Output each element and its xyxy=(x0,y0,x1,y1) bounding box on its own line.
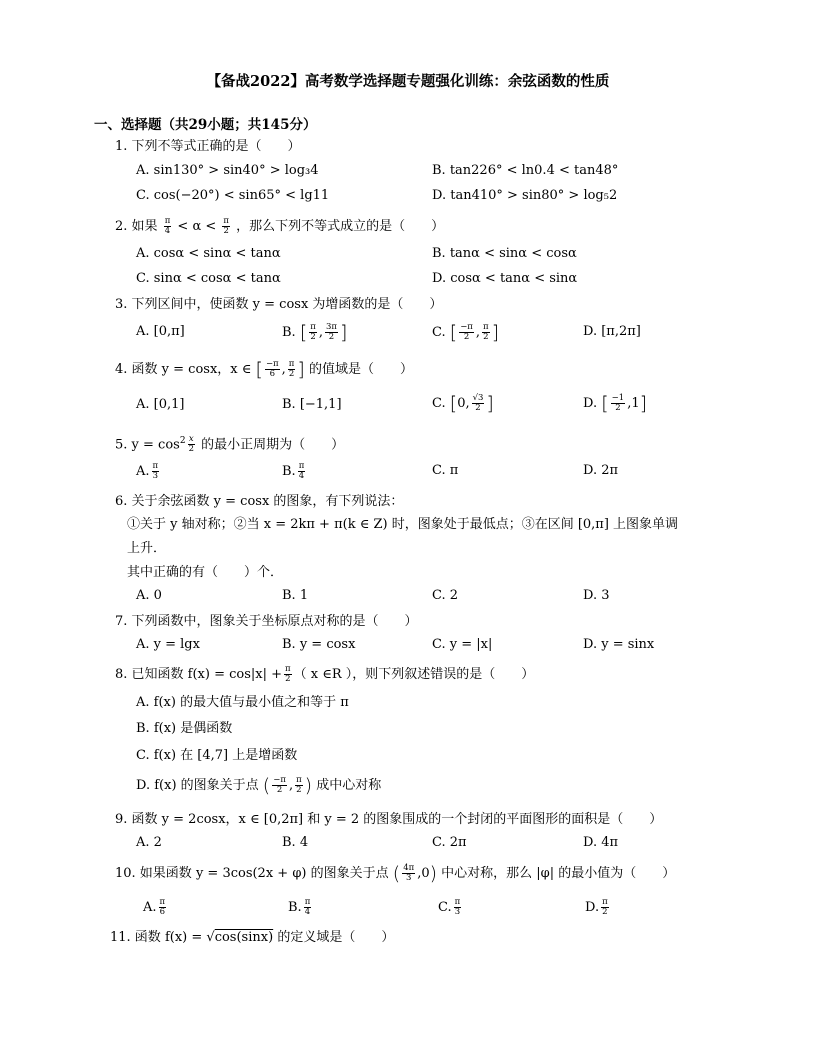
question-10-option-a[interactable]: A. $\frac{\pi}{6}$ xyxy=(143,897,166,917)
question-2-option-a[interactable]: A. cosα < sinα < tanα xyxy=(136,246,281,261)
question-2-option-d[interactable]: D. cosα < tanα < sinα xyxy=(432,271,578,286)
question-1-stem: 1. 下列不等式正确的是（ ） xyxy=(115,139,301,154)
question-6-prompt: 其中正确的有（ ）个． xyxy=(127,565,284,580)
question-3-option-b[interactable]: B. [ $\frac{\pi}{2}$ , $\frac{3\pi}{2}$ ] xyxy=(282,321,348,344)
question-8-option-d[interactable]: D. f(x) 的图象关于点 ( $\frac{-\pi}{2}$ , $\frac{\pi}{2}$ ) 成中心对称 xyxy=(136,774,382,797)
question-7-option-c[interactable]: C. y = |x| xyxy=(432,637,493,652)
question-8-option-c[interactable]: C. f(x) 在 [4,7] 上是增函数 xyxy=(136,748,298,763)
question-5-option-b[interactable]: B. $\frac{\pi}{4}$ xyxy=(282,461,305,481)
question-4-option-a[interactable]: A. [0,1] xyxy=(136,397,185,412)
question-10-option-d[interactable]: D. $\frac{\pi}{2}$ xyxy=(585,897,608,917)
question-8-option-a[interactable]: A. f(x) 的最大值与最小值之和等于 π xyxy=(136,695,349,710)
question-2-option-b[interactable]: B. tanα < sinα < cosα xyxy=(432,246,577,261)
fraction-pi-4: $\frac{\pi}{4}$ xyxy=(164,216,171,236)
question-5-stem: 5. $y = \cos^2$ $\frac{x}{2}$ 的最小正周期为（ ） xyxy=(115,434,345,455)
question-6-option-a[interactable]: A. 0 xyxy=(136,588,162,603)
question-6-option-d[interactable]: D. 3 xyxy=(583,588,610,603)
question-3-stem: 3. 下列区间中，使函数 y = cosx 为增函数的是（ ） xyxy=(115,297,443,312)
question-6-option-b[interactable]: B. 1 xyxy=(282,588,309,603)
question-6-statements-cont: 上升． xyxy=(127,541,167,556)
question-2-option-c[interactable]: C. sinα < cosα < tanα xyxy=(136,271,281,286)
document-title: 【备战2022】高考数学选择题专题强化训练：余弦函数的性质 xyxy=(206,73,610,90)
question-3-option-a[interactable]: A. [0,π] xyxy=(136,324,185,339)
question-4-option-b[interactable]: B. [−1,1] xyxy=(282,397,342,412)
question-2-stem: 2. 如果 $\frac{\pi}{4}$ < α < $\frac{\pi}{2}$ ，那么下列不等式成立的是（ ） xyxy=(115,216,445,236)
question-10-stem: 10. 如果函数 y = 3cos(2x + φ) 的图象关于点 ( $\frac{4\pi}{3}$ ,0) 中心对称，那么 |φ| 的最小值为（ ） xyxy=(115,862,676,885)
question-10-option-b[interactable]: B. $\frac{\pi}{4}$ xyxy=(288,897,311,917)
question-9-option-c[interactable]: C. 2π xyxy=(432,835,467,850)
question-7-option-b[interactable]: B. y = cosx xyxy=(282,637,356,652)
question-7-option-d[interactable]: D. y = sinx xyxy=(583,637,655,652)
question-6-stem: 6. 关于余弦函数 y = cosx 的图象，有下列说法： xyxy=(115,494,404,509)
question-4-option-c[interactable]: C. [0, $\frac{√3}{2}$ ] xyxy=(432,392,494,415)
question-9-option-a[interactable]: A. 2 xyxy=(136,835,162,850)
question-5-option-a[interactable]: A. $\frac{\pi}{3}$ xyxy=(136,461,159,481)
question-1-option-b[interactable]: B. tan226° < ln0.4 < tan48° xyxy=(432,163,619,178)
question-5-option-c[interactable]: C. π xyxy=(432,463,459,478)
question-9-option-d[interactable]: D. 4π xyxy=(583,835,619,850)
question-4-option-d[interactable]: D. [ $\frac{-1}{2}$ ,1] xyxy=(583,392,648,415)
question-7-stem: 7. 下列函数中，图象关于坐标原点对称的是（ ） xyxy=(115,614,418,629)
question-6-statements: ①关于 y 轴对称；②当 x = 2kπ + π(k ∈ Z) 时，图象处于最低点；③在区间 [0,π] 上图象单调 xyxy=(127,517,679,532)
question-5-option-d[interactable]: D. 2π xyxy=(583,463,619,478)
question-6-option-c[interactable]: C. 2 xyxy=(432,588,459,603)
question-1-option-c[interactable]: C. cos(−20°) < sin65° < lg11 xyxy=(136,188,330,203)
question-9-stem: 9. 函数 y = 2cosx，x ∈ [0,2π] 和 y = 2 的图象围成的一个封闭的平面图形的面积是（ ） xyxy=(115,812,663,827)
question-1-option-d[interactable]: D. tan410° > sin80° > log₅2 xyxy=(432,188,618,203)
question-10-option-c[interactable]: C. $\frac{\pi}{3}$ xyxy=(438,897,461,917)
question-3-option-c[interactable]: C. [ $\frac{-\pi}{2}$ , $\frac{\pi}{2}$ ] xyxy=(432,321,500,344)
question-7-option-a[interactable]: A. y = lgx xyxy=(136,637,200,652)
question-8-option-b[interactable]: B. f(x) 是偶函数 xyxy=(136,721,233,736)
question-4-stem: 4. 函数 y = cosx，x ∈ [ $\frac{-\pi}{6}$ , $\frac{\pi}{2}$ ] 的值域是（ ） xyxy=(115,358,413,381)
question-11-stem: 11. 函数 f(x) = √cos(sinx) 的定义域是（ ） xyxy=(110,930,395,945)
question-9-option-b[interactable]: B. 4 xyxy=(282,835,309,850)
question-8-stem: 8. 已知函数 f(x) = cos|x| + $\frac{\pi}{2}$ （ x ∈R ），则下列叙述错误的是（ ） xyxy=(115,664,535,684)
section-heading: 一、选择题（共29小题；共145分） xyxy=(94,117,317,133)
question-3-option-d[interactable]: D. [π,2π] xyxy=(583,324,641,339)
fraction-pi-2: $\frac{\pi}{2}$ xyxy=(223,216,229,236)
question-1-option-a[interactable]: A. sin130° > sin40° > log₃4 xyxy=(136,163,319,178)
